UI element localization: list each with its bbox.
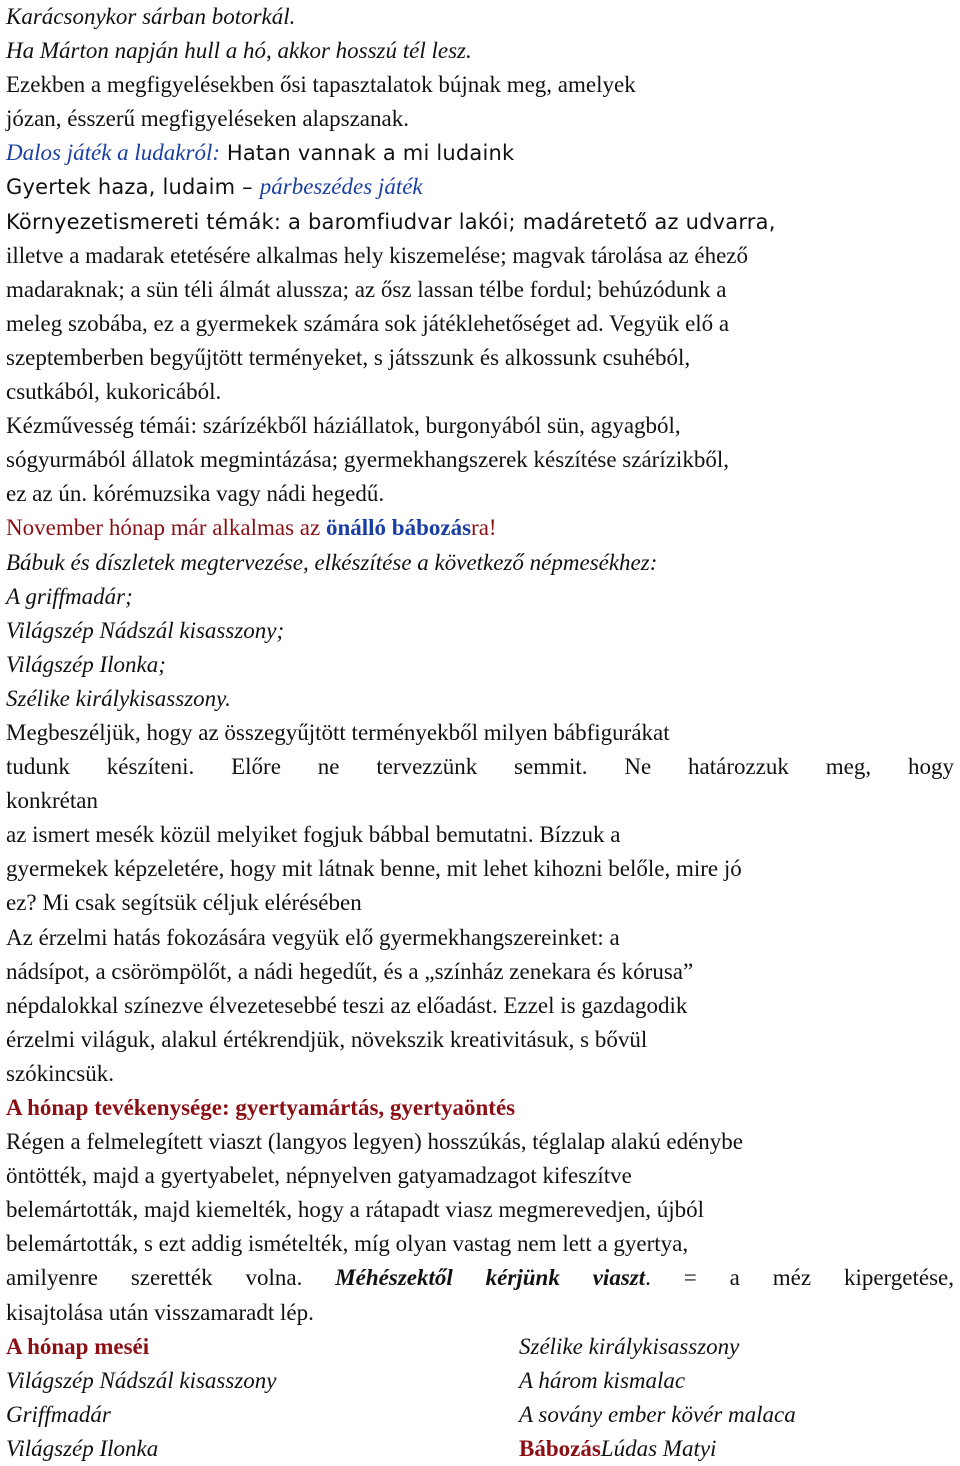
para2-line: gyermekek képzeletére, hogy mit látnak benne, mit lehet kihozni belőle, mire jó — [6, 856, 742, 882]
babuk-line: Világszép Nádszál kisasszony; — [6, 617, 285, 643]
line-jozan: józan, ésszerű megfigyeléseken alapszanak. — [6, 106, 409, 132]
babuk-line: Bábuk és díszletek megtervezése, elkészítése a következő népmesékhez: — [6, 549, 658, 575]
para1-line: sógyurmából állatok megmintázása; gyermekhangszerek készítése szárízikből, — [6, 447, 729, 473]
para1-line: madaraknak; a sün téli álmát alussza; az ősz lassan télbe fordul; behúzódunk a — [6, 276, 727, 302]
para2-line: szókincsük. — [6, 1060, 114, 1086]
para2-line: nádsípot, a csörömpölőt, a nádi hegedűt, és a „színház zenekara és kórusa” — [6, 958, 694, 984]
para3-line: Régen a felmelegített viaszt (langyos legyen) hosszúkás, téglalap alakú edénybe — [6, 1129, 744, 1155]
para1-line: meleg szobába, ez a gyermekek számára sok játéklehetőséget ad. Vegyük elő a — [6, 310, 730, 336]
line-november — [6, 511, 954, 545]
november-a: November hónap már alkalmas az — [6, 515, 326, 541]
mesei-grid — [6, 1330, 954, 1466]
november-c: ra! — [471, 515, 497, 541]
mesei-left-item: Griffmadár — [6, 1401, 111, 1427]
amilyenre-c: . = a méz kipergetése, — [645, 1265, 955, 1291]
para1-line: ez az ún. kórémuzsika vagy nádi hegedű. — [6, 481, 385, 507]
ludas-matyi: Lúdas Matyi — [600, 1435, 717, 1461]
november-b: önálló bábozás — [325, 515, 472, 541]
mesei-right-item: Szélike királykisasszony — [519, 1333, 740, 1359]
mesei-left-item: Világszép Ilonka — [6, 1435, 159, 1461]
line-kisajtolas: kisajtolása után visszamaradt lép. — [6, 1299, 314, 1325]
line-marton: Ha Márton napján hull a hó, akkor hosszú tél lesz. — [6, 38, 472, 64]
para2-line: érzelmi világuk, alakul értékrendjük, növekszik kreativitásuk, s bővül — [6, 1026, 648, 1052]
heading-tevekenyseg: A hónap tevékenysége: gyertyamártás, gyertyaöntés — [6, 1095, 516, 1120]
para2-line: az ismert mesék közül melyiket fogjuk bábbal bemutatni. Bízzuk a — [6, 822, 621, 848]
amilyenre-b: Méhészektől kérjünk viaszt — [335, 1265, 646, 1291]
para1-line: szeptemberben begyűjtött terményeket, s játsszunk és alkossunk csuhéból, — [6, 344, 691, 370]
line-dalos — [6, 136, 954, 170]
gyertek-italic: párbeszédes játék — [259, 174, 423, 200]
mesei-left-item: Világszép Nádszál kisasszony — [6, 1367, 277, 1393]
para1-line: Kézművesség témái: szárízékből háziállatok, burgonyából sün, agyagból, — [6, 413, 681, 439]
mesei-heading: A hónap meséi — [6, 1333, 150, 1359]
mesei-last-right — [519, 1432, 954, 1466]
para3-line: öntötték, majd a gyertyabelet, népnyelven gatyamadzagot kifeszítve — [6, 1163, 632, 1189]
dalos-text: Hatan vannak a mi ludaink — [220, 141, 515, 166]
amilyenre-a: amilyenre szerették volna. — [6, 1265, 336, 1291]
para2-line: Az érzelmi hatás fokozására vegyük elő gyermekhangszereinket: a — [6, 924, 620, 950]
para2-line: konkrétan — [6, 788, 98, 814]
mesei-right-item: A sovány ember kövér malaca — [519, 1401, 796, 1427]
para3-line: belemártották, s ezt addig ismételték, míg olyan vastag nem lett a gyertya, — [6, 1231, 689, 1257]
para1-line: illetve a madarak etetésére alkalmas hely kiszemelése; magvak tárolása az éhező — [6, 242, 749, 268]
dalos-label: Dalos játék a ludakról: — [6, 140, 220, 166]
line-megfigyeles: Ezekben a megfigyelésekben ősi tapasztalatok bújnak meg, amelyek — [6, 72, 636, 98]
babuk-line: Világszép Ilonka; — [6, 651, 166, 677]
para2-line: népdalokkal színezve élvezetesebbé teszi az előadást. Ezzel is gazdagodik — [6, 992, 688, 1018]
para1-line: csutkából, kukoricából. — [6, 379, 222, 405]
mesei-right-item: A három kismalac — [519, 1367, 686, 1393]
line-kornyezet: Környezetismereti témák: a baromfiudvar lakói; madáretető az udvarra, — [6, 209, 776, 234]
babuk-line: Szélike királykisasszony. — [6, 685, 231, 711]
babozas-label: Bábozás — [519, 1435, 601, 1461]
para2-line: ez? Mi csak segítsük céljuk elérésében — [6, 890, 362, 916]
babuk-line: A griffmadár; — [6, 583, 133, 609]
para2-line: Megbeszéljük, hogy az összegyűjtött terményekből milyen bábfigurákat — [6, 719, 670, 745]
line-gyertek — [6, 170, 954, 204]
gyertek-text: Gyertek haza, ludaim – — [6, 175, 260, 200]
line-karacsony: Karácsonykor sárban botorkál. — [6, 4, 296, 29]
para2-line: tudunk készíteni. Előre ne tervezzünk semmit. Ne határozzuk meg, hogy — [6, 754, 954, 780]
line-amilyenre — [6, 1261, 954, 1295]
para3-line: belemártották, majd kiemelték, hogy a rátapadt viasz megmerevedjen, újból — [6, 1197, 705, 1223]
